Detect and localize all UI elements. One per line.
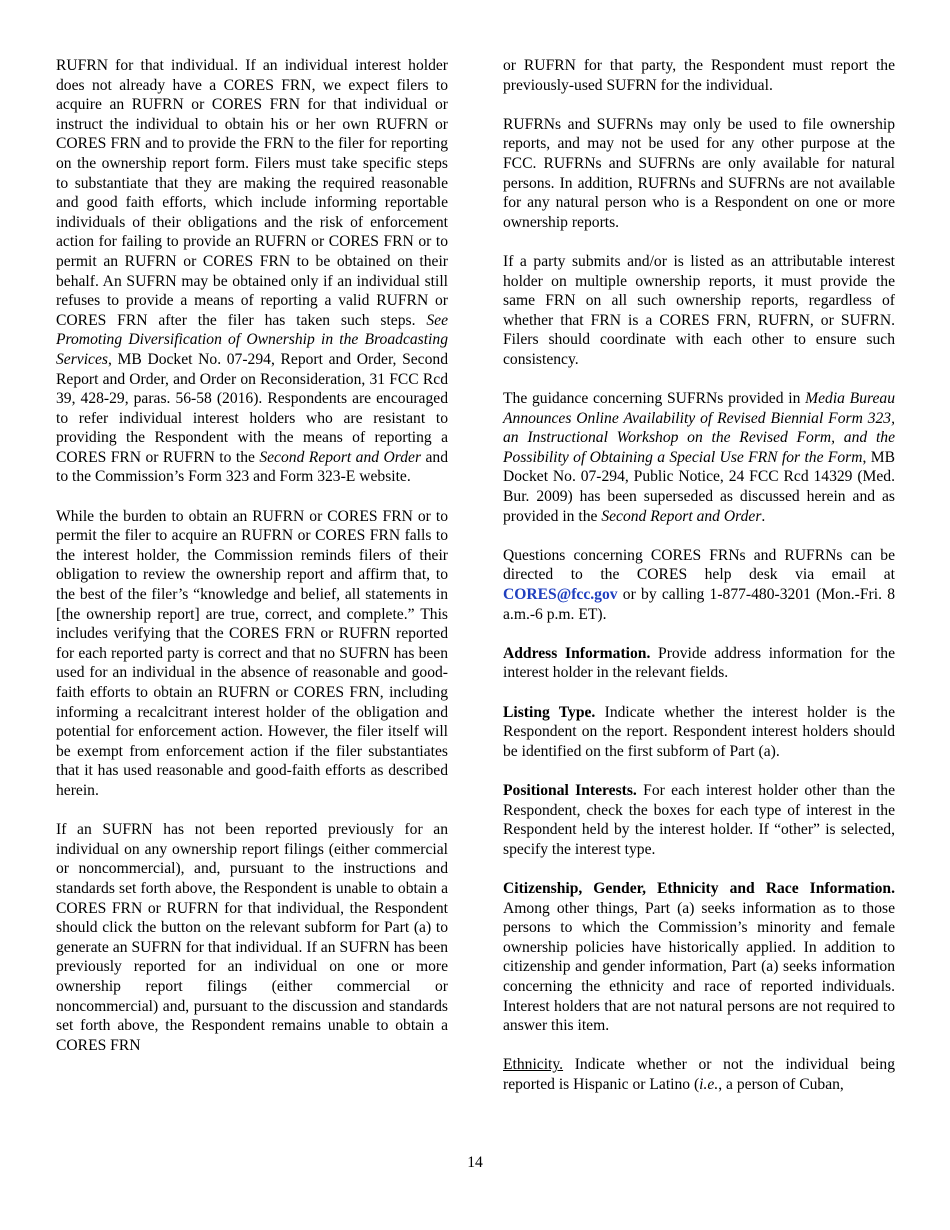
- paragraph-citizenship: [503, 879, 895, 1036]
- paragraph-text: For each interest holder other than the Respondent, check the boxes for each type of interest in the Respondent held by the interest holder. If “other” is selected, specify the interest type.: [503, 781, 896, 858]
- paragraph-superseded-guidance: [503, 389, 895, 526]
- paragraph-text: , a person of Cuban,: [718, 1075, 844, 1093]
- section-heading: Address Information.: [503, 644, 651, 662]
- paragraph-text: and to the Commission’s Form 323 and Form 323-E website.: [56, 448, 448, 486]
- section-heading: Listing Type.: [503, 703, 596, 721]
- paragraph-text: Indicate whether or not the individual being reported is Hispanic or Latino (: [503, 1056, 895, 1093]
- paragraph-frn-efforts: [56, 56, 448, 487]
- paragraph-text: Indicate whether the interest holder is the Respondent on the report. Respondent interest holders should be identified on the first subform of Part (a).: [503, 703, 896, 760]
- paragraph-frn-consistency: If a party submits and/or is listed as an attributable interest holder on multiple ownership reports, it must provide the same FRN on all such ownership reports, regardless of whether that FRN is a CORES FRN, RUFRN, or SUFRN. Filers should coordinate with each other to ensure such consistency.: [503, 252, 895, 368]
- right-column: [503, 56, 895, 1114]
- paragraph-text: or by calling 1-877-480-3201 (Mon.-Fri. 8 a.m.-6 p.m. ET).: [503, 586, 895, 623]
- abbreviation: i.e.: [699, 1075, 719, 1093]
- paragraph-text: , MB Docket No. 07-294, Public Notice, 24 FCC Rcd 14329 (Med. Bur. 2009) has been superseded as discussed herein and as provided in the: [503, 448, 895, 525]
- paragraph-listing-type: [503, 703, 895, 762]
- citation-title: See Promoting Diversification of Ownership in the Broadcasting Services: [56, 311, 448, 368]
- paragraph-filer-obligation: While the burden to obtain an RUFRN or CORES FRN or to permit the filer to acquire an RUFRN or CORES FRN falls to the interest holder, the Commission reminds filers of their obligation to review the ownership report and affirm that, to the best of the filer’s “knowledge and belief, all statements in [the ownership report] are true, correct, and complete.” This includes verifying that the CORES FRN or RUFRN reported for each reported party is correct and that no SUFRN has been used for an individual in the absence of reasonable and good-faith efforts to obtain an RUFRN or CORES FRN, including informing a recalcitrant interest holder of the obligation and potential for enforcement action. However, the filer itself will be exempt from enforcement action if the filer substantiates that it has used reasonable and good-faith efforts as described herein.: [56, 507, 448, 799]
- paragraph-text: , MB Docket No. 07-294, Report and Order, Second Report and Order, and Order on Reconsideration, 31 FCC Rcd 39, 428-29, paras. 56-58 (2016). Respondents are encouraged to refer individual interest holders who are resistant to providing the Respondent with the means of reporting a CORES FRN or RUFRN to the: [56, 350, 448, 466]
- paragraph-previous-sufrn: or RUFRN for that party, the Respondent must report the previously-used SUFRN for the individual.: [503, 57, 895, 94]
- section-heading: Positional Interests.: [503, 781, 637, 799]
- paragraph-text: RUFRN for that individual. If an individual interest holder does not already have a CORES FRN, we expect filers to acquire an RUFRN or CORES FRN for that individual or instruct the individual to obtain his or her own RUFRN or CORES FRN and to provide the FRN to the filer for reporting on the ownership report form. Filers must take specific steps to substantiate that they are making the required reasonable and good faith efforts, which include informing reportable individuals of their obligations and the risk of enforcement action for failing to provide an RUFRN or CORES FRN or to permit an RUFRN or CORES FRN to be obtained on their behalf. An SUFRN may be obtained only if an individual still refuses to provide a means of reporting a valid RUFRN or CORES FRN after the filer has taken such steps.: [56, 57, 448, 329]
- citation-title: Second Report and Order: [601, 507, 762, 525]
- email-link[interactable]: CORES@fcc.gov: [503, 586, 618, 604]
- paragraph-rufrn-usage: RUFRNs and SUFRNs may only be used to file ownership reports, and may not be used for any other purpose at the FCC. RUFRNs and SUFRNs are only available for natural persons. In addition, RUFRNs and SUFRNs are not available for any natural person who is a Respondent on one or more ownership reports.: [503, 115, 895, 231]
- citation-title: Media Bureau Announces Online Availability of Revised Biennial Form 323, an Instructional Workshop on the Revised Form, and the Possibility of Obtaining a Special Use FRN for the Form: [503, 390, 896, 466]
- paragraph-text: Questions concerning CORES FRNs and RUFRNs can be directed to the CORES help desk via email at: [503, 546, 895, 584]
- paragraph-help-desk: [503, 546, 895, 624]
- paragraph-text: The guidance concerning SUFRNs provided in: [503, 390, 806, 408]
- paragraph-sufrn-generation: If an SUFRN has not been reported previously for an individual on any ownership report filings (either commercial or noncommercial), and, pursuant to the instructions and standards set forth above, the Respondent is unable to obtain a CORES FRN or RUFRN for that individual, the Respondent should click the button on the relevant subform for Part (a) to generate an SUFRN for that individual. If an SUFRN has been previously reported for an individual on one or more ownership report filings (either commercial or noncommercial) and, pursuant to the discussion and standards set forth above, the Respondent remains unable to obtain a CORES FRN: [56, 821, 448, 1054]
- paragraph-positional-interests: [503, 781, 895, 859]
- section-heading: Ethnicity.: [503, 1056, 564, 1074]
- paragraph-text: Provide address information for the interest holder in the relevant fields.: [503, 644, 895, 682]
- paragraph-text: .: [761, 507, 766, 525]
- citation-title: Second Report and Order: [259, 448, 422, 466]
- paragraph-text: Among other things, Part (a) seeks information as to those persons to which the Commission’s minority and female ownership policies have historically applied. In addition to citizenship and gender information, Part (a) seeks information concerning the ethnicity and race of reported individuals. Interest holders that are not natural persons are not required to answer this item.: [503, 899, 895, 1035]
- left-column: [56, 56, 448, 1075]
- section-heading: Citizenship, Gender, Ethnicity and Race Information.: [503, 879, 895, 897]
- paragraph-ethnicity: [503, 1055, 895, 1094]
- paragraph-address-information: [503, 644, 895, 683]
- page-number: 14: [467, 1154, 483, 1171]
